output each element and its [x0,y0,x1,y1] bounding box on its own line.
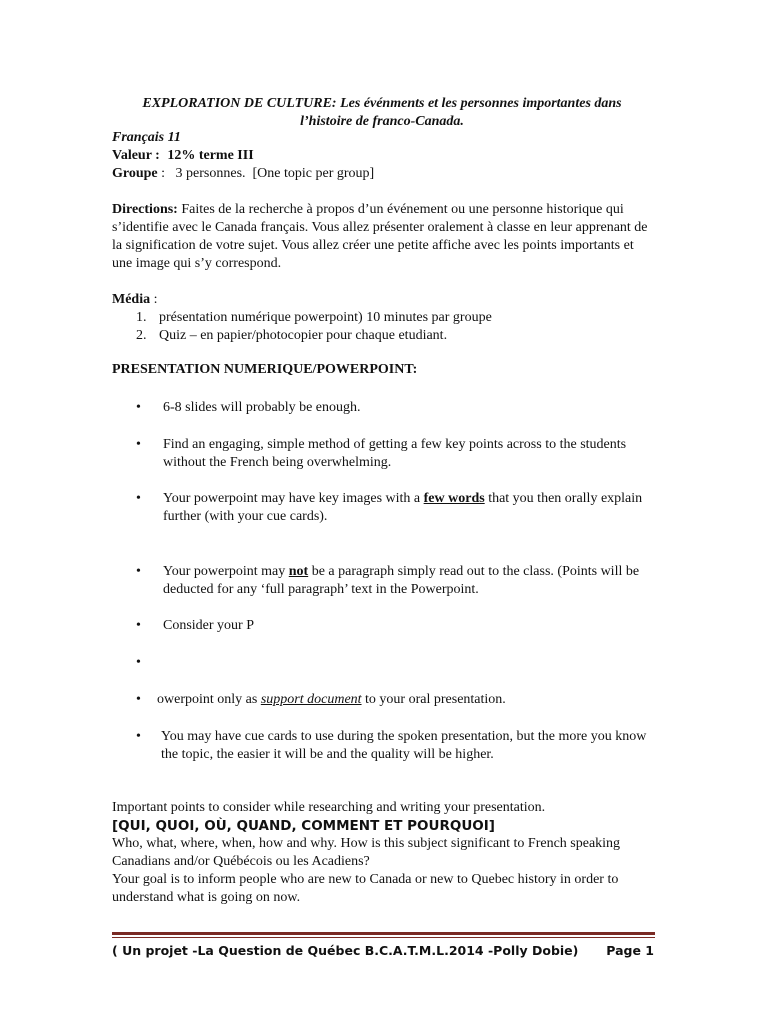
bullet-dot: • [136,655,141,670]
valeur-line [112,147,254,165]
footer-rule-thick [112,932,655,935]
footer-rule-thin [112,937,655,938]
bullet-text-part: be a paragraph simply read out to the class. (Points will be deducted for any ‘full paragraph’ text in the Powerpoint. [163,564,640,597]
emphasis-few-words: few words [423,491,485,506]
footer-page-number: Page 1 [606,943,654,958]
bullet-text [157,691,652,709]
valeur-value: 12% terme III [167,148,254,163]
directions-label: Directions: [112,202,178,217]
closing-intro: Important points to consider while researching and writing your presentation. [112,800,546,815]
media-item-text: Quiz – en papier/photocopier pour chaque etudiant. [159,328,448,343]
title-line-2: l’histoire de franco-Canada. [300,114,464,129]
bullet-dot: • [136,692,141,707]
groupe-line [112,165,374,183]
emphasis-not: not [288,564,309,579]
bullet-text: You may have cue cards to use during the spoken presentation, but the more you know the topic, the easier it will be and the quality will be higher. [161,729,647,762]
groupe-value: : 3 personnes. [One topic per group] [157,166,375,181]
title-line-1: EXPLORATION DE CULTURE: Les événments et les personnes importantes dans [142,96,622,111]
media-heading [112,291,158,309]
directions-text: Faites de la recherche à propos d’un événement ou une personne historique qui s’identifie avec le Canada français. Vous allez présenter oralement à classe en leur apprenant de la signification de votre sujet. Vous allez créer une petite affiche avec les points importants et une image qui s’y correspond. [112,202,648,271]
bullet-dot: • [136,400,141,415]
bullet-dot: • [136,491,141,506]
emphasis-support-document: support document [260,692,362,707]
bullet-text-part: that you then orally explain further (with your cue cards). [163,491,643,524]
closing-paragraph-2: Your goal is to inform people who are new to Canada or new to Quebec history in order to understand what is going on now. [112,872,619,905]
course-name: Français 11 [112,130,181,145]
bullet-text [163,490,658,526]
bullet-dot: • [136,437,141,452]
media-item-number: 2. [136,328,147,343]
media-label: Média [112,292,151,307]
closing-questions: [QUI, QUOI, OÙ, QUAND, COMMENT ET POURQUOI] [112,818,495,834]
closing-paragraph-1: Who, what, where, when, how and why. How is this subject significant to French speaking Canadians and/or Québécois ou les Acadiens? [112,836,621,869]
media-item-text: présentation numérique powerpoint) 10 minutes par groupe [159,310,492,325]
document-title [112,95,652,131]
bullet-text [163,563,658,599]
directions-paragraph [112,201,657,273]
groupe-label: Groupe [112,166,158,181]
bullet-text-part: Your powerpoint may [163,564,289,579]
valeur-label: Valeur : [112,148,160,163]
footer-project-credit: ( Un projet -La Question de Québec B.C.A.T.M.L.2014 -Polly Dobie) [112,943,579,958]
bullet-dot: • [136,618,141,633]
bullet-text: 6-8 slides will probably be enough. [163,400,361,415]
bullet-text-part: owerpoint only as [157,692,261,707]
media-colon: : [150,292,158,307]
bullet-text: Find an engaging, simple method of getting a few key points across to the students without the French being overwhelming. [163,437,627,470]
bullet-text-part: to your oral presentation. [361,692,506,707]
presentation-heading: PRESENTATION NUMERIQUE/POWERPOINT: [112,362,418,377]
bullet-text-part: Your powerpoint may have key images with a [163,491,424,506]
bullet-text: Consider your P [163,618,254,633]
bullet-dot: • [136,564,141,579]
bullet-dot: • [136,729,141,744]
media-item-number: 1. [136,310,147,325]
